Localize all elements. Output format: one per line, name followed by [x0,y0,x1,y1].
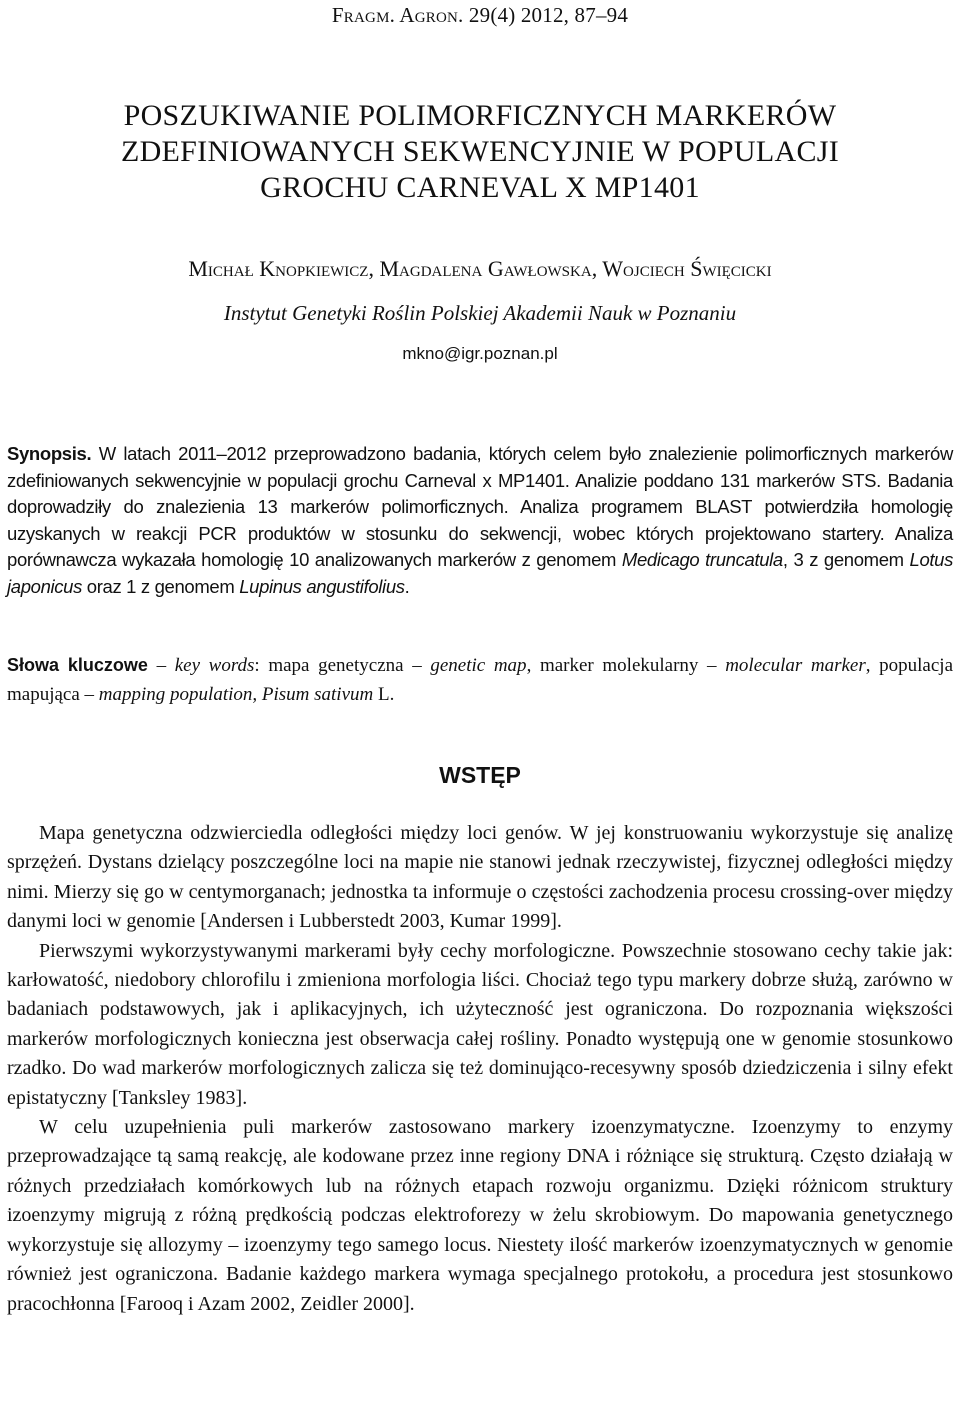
keywords [7,651,953,709]
body-paragraph: W celu uzupełnienia puli markerów zastosowano markery izoenzymatyczne. Izoenzymy to enzymy przeprowadzające tą samą reakcję, ale kodowane przez inne regiony DNA i różniące się strukturą. Często działają w różnych przedziałach komórkowych lub na różnych etapach rozwoju organizmu. Dzięki różnicom struktury izoenzymy migrują z różną prędkością podczas elektroforezy w żelu skrobiowym. Do mapowania genetycznego wykorzystuje się allozymy – izoenzymy tego samego locus. Niestety ilość markerów izoenzymatycznych w genomie również jest ograniczona. Badanie każdego markera wymaga specjalnego protokołu, a procedura jest stosunkowo pracochłonna [Farooq i Azam 2002, Zeidler 2000]. [7,1116,953,1315]
species-name: Medicago truncatula [621,549,783,570]
contact-email: mkno@igr.poznan.pl [402,344,558,363]
keywords-en-label: key words [174,655,255,676]
keywords-dash: – [147,655,175,676]
title-line-3: GROCHU CARNEVAL X MP1401 [260,171,700,204]
author-list: Michał Knopkiewicz, Magdalena Gawłowska, Wojciech Święcicki [188,256,772,281]
keywords-part: : mapa genetyczna – [254,655,431,676]
keyword-en: mapping population, Pisum sativum [98,684,374,705]
species-name: Lupinus angustifolius [239,575,405,597]
title-line-1: POSZUKIWANIE POLIMORFICZNYCH MARKERÓW [123,99,837,132]
keywords-part: , populacja mapująca – [7,655,954,705]
abstract-text-1: W latach 2011–2012 przeprowadzono badania, których celem było znalezienie polimorficznych markerów zdefiniowanych sekwencyjnie w populacji grochu Carneval x MP1401. Analizie poddano 131 markerów STS. Badania doprowadziły do znalezienia 13 markerów polimorficznych. Analiza programem BLAST potwierdziła homologię uzyskanych w reakcji PCR produktów w stosunku do sekwencji, wobec których projektowano startery. Analiza porównawcza wykazała homologię 10 analizowanych markerów z genomem [7,443,953,570]
species-name: Lotus japonicus [7,549,954,597]
section-body [7,819,953,1319]
abstract-text-2: , 3 z genomem [782,549,910,570]
abstract-text-4: . [404,575,410,597]
affiliation: Instytut Genetyki Roślin Polskiej Akademii Nauk w Poznaniu [223,301,737,325]
abstract-label: Synopsis. [7,443,92,464]
keywords-part: L. [373,684,395,705]
section-heading: WSTĘP [439,762,521,788]
keywords-part: , marker molekularny – [526,655,726,676]
running-head: Fragm. Agron. 29(4) 2012, 87–94 [331,3,629,27]
keyword-en: genetic map [430,655,527,676]
body-paragraph: Pierwszymi wykorzystywanymi markerami były cechy morfologiczne. Powszechnie stosowano cechy takie jak: karłowatość, niedobory chlorofilu i zmieniona morfologia liści. Chociaż tego typu markery dobrze służą, zarówno w badaniach podstawowych, jak i aplikacyjnych, ich użyteczność jest ograniczona. Do rozpoznania większości markerów morfologicznych konieczna jest obserwacja całej rośliny. Ponadto występują one w genomie stosunkowo rzadko. Do wad markerów morfologicznych zalicza się też dominująco-recesywny sposób dziedziczenia i silny efekt epistatyczny [Tanksley 1983]. [7,939,953,1109]
keyword-en: molecular marker [725,655,866,676]
abstract-text-3: oraz 1 z genomem [82,575,240,597]
keywords-label: Słowa kluczowe [7,655,148,675]
body-paragraph: Mapa genetyczna odzwierciedla odległości między loci genów. W jej konstruowaniu wykorzystuje się analizę sprzężeń. Dystans dzielący poszczególne loci na mapie nie stanowi jednak rzeczywistej, fizycznej odległości między nimi. Mierzy się go w centymorganach; jednostka ta informuje o częstości zachodzenia procesu crossing-over między danymi loci w genomie [Andersen i Lubberstedt 2003, Kumar 1999]. [7,822,953,933]
paper-title [0,98,960,206]
title-line-2: ZDEFINIOWANYCH SEKWENCYJNIE W POPULACJI [120,135,840,168]
abstract [7,441,953,600]
